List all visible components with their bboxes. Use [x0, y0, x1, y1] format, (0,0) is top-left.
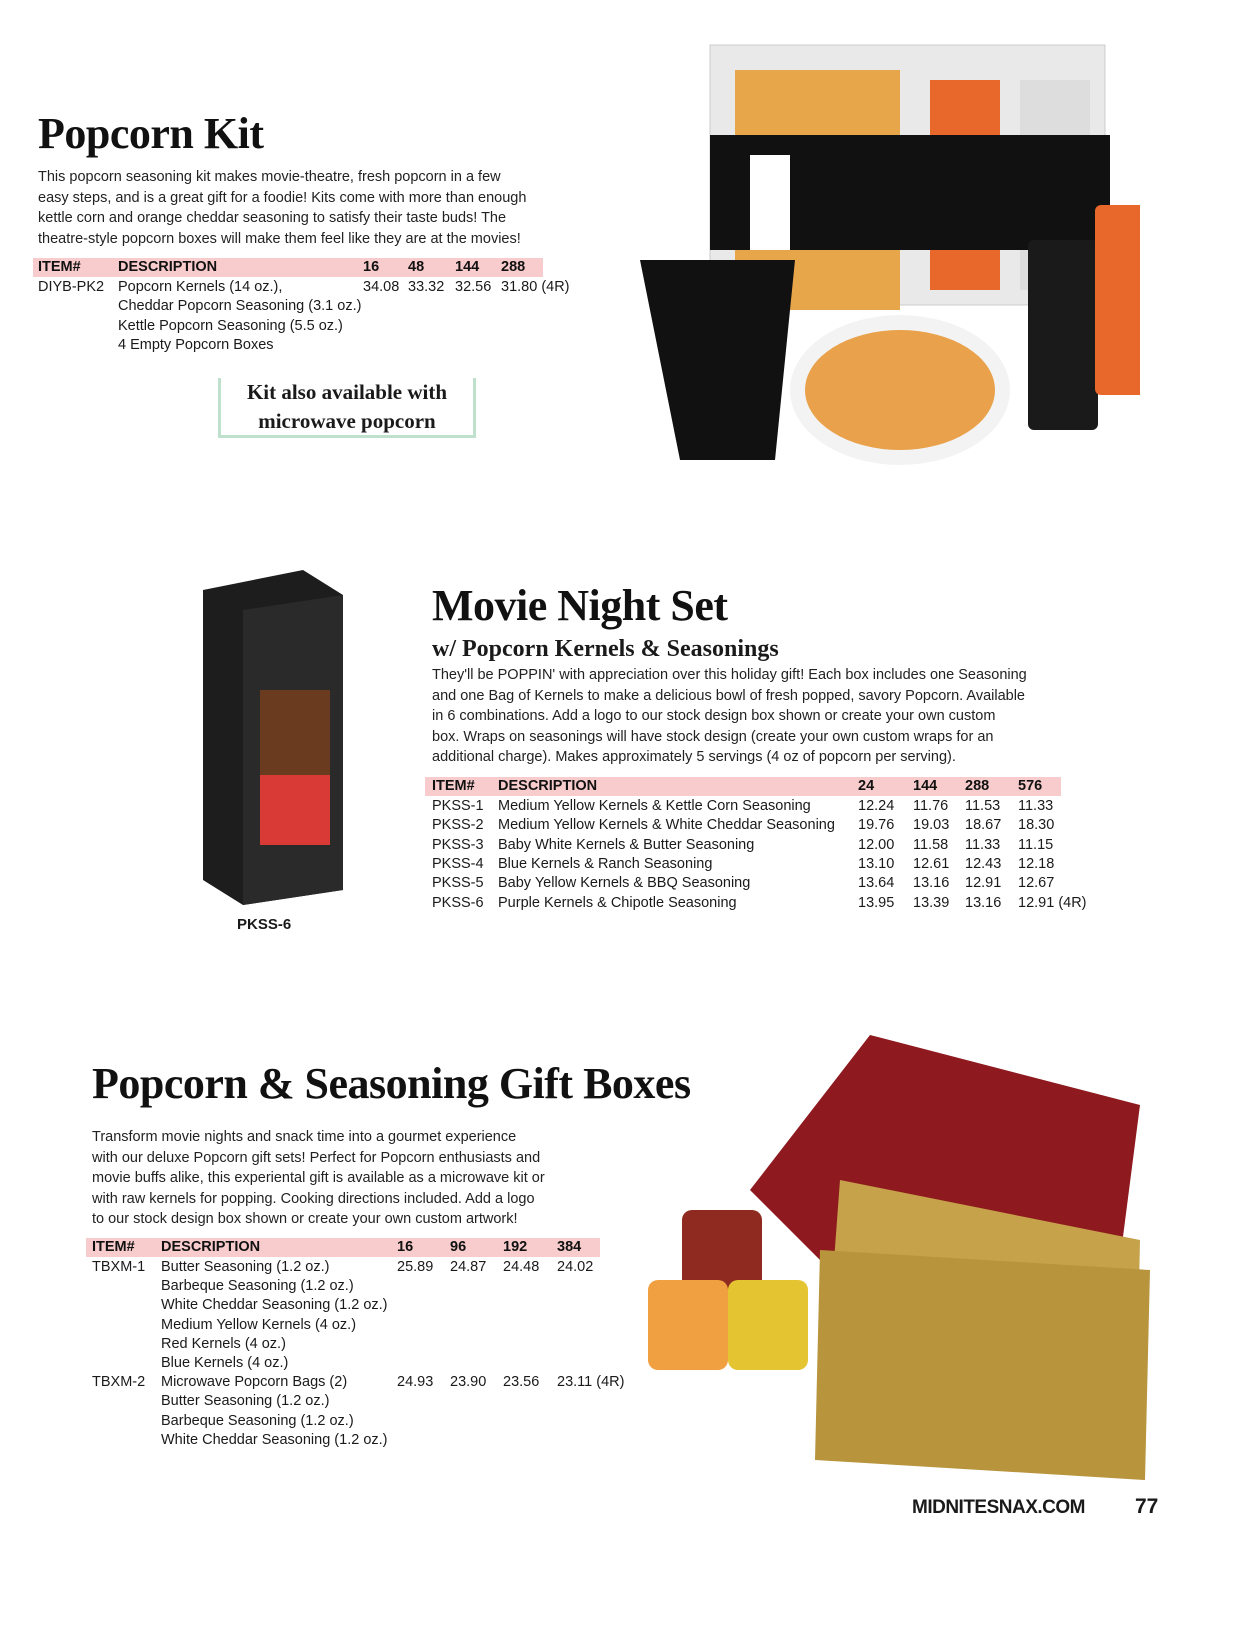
callout-line: microwave popcorn: [258, 409, 436, 433]
pkss-6-box-image: [198, 570, 348, 910]
price-cell: 23.90: [450, 1374, 487, 1391]
item-description: Red Kernels (4 oz.): [161, 1335, 286, 1352]
column-header: 288: [965, 778, 990, 794]
price-cell: 19.76: [858, 817, 895, 834]
column-header: DESCRIPTION: [118, 259, 218, 275]
price-cell: 12.24: [858, 798, 895, 814]
item-description: Medium Yellow Kernels & White Cheddar Seasoning: [498, 817, 835, 834]
pkss-6-label: PKSS-6: [237, 916, 292, 933]
column-header: ITEM#: [38, 259, 81, 275]
item-description: Baby Yellow Kernels & BBQ Seasoning: [498, 875, 751, 892]
item-number: PKSS-2: [432, 817, 484, 834]
price-cell: 13.39: [913, 894, 950, 911]
desc-line: easy steps, and is a great gift for a foodie! Kits come with more than enough: [38, 189, 527, 206]
movie-night-title: Movie Night Set: [432, 581, 728, 630]
price-cell: 13.16: [965, 894, 1002, 911]
item-description: Butter Seasoning (1.2 oz.): [161, 1259, 330, 1275]
price-cell: 12.67: [1018, 875, 1055, 892]
column-header: 16: [397, 1239, 414, 1255]
price-cell: 12.61: [913, 855, 950, 872]
page-number: 77: [1135, 1495, 1159, 1518]
kit-description: [38, 167, 526, 249]
column-header: 576: [1018, 778, 1043, 794]
price-cell: 34.08: [363, 279, 400, 295]
column-header: 144: [913, 778, 938, 794]
item-description: Blue Kernels (4 oz.): [161, 1355, 289, 1371]
movie-night-subtitle: w/ Popcorn Kernels & Seasonings: [432, 636, 779, 662]
item-description: Microwave Popcorn Bags (2): [161, 1374, 348, 1391]
footer-site: MIDNITESNAX.COM: [912, 1497, 1085, 1518]
price-cell: 12.00: [858, 836, 895, 853]
item-number: PKSS-6: [432, 894, 484, 911]
price-cell: 25.89: [397, 1259, 434, 1275]
price-cell: 12.91 (4R): [1018, 894, 1087, 911]
column-header: ITEM#: [432, 778, 475, 794]
desc-line: in 6 combinations. Add a logo to our stock design box shown or create your own custom: [432, 708, 996, 724]
price-cell: 23.11 (4R): [557, 1374, 625, 1391]
price-cell: 13.16: [913, 875, 950, 892]
price-cell: 19.03: [913, 817, 950, 834]
column-header: 144: [455, 259, 480, 275]
price-cell: 11.33: [965, 836, 1001, 853]
item-description: Barbeque Seasoning (1.2 oz.): [161, 1412, 354, 1429]
desc-line: This popcorn seasoning kit makes movie-theatre, fresh popcorn in a few: [38, 169, 501, 185]
column-header: 48: [408, 259, 425, 275]
item-description: White Cheddar Seasoning (1.2 oz.): [161, 1297, 388, 1314]
column-header: DESCRIPTION: [498, 778, 598, 794]
desc-line: Transform movie nights and snack time into a gourmet experience: [92, 1129, 517, 1145]
desc-line: box. Wraps on seasonings will have stock design (create your own custom wraps for an: [432, 728, 994, 745]
price-cell: 11.53: [965, 798, 1001, 814]
item-number: TBXM-1: [92, 1259, 146, 1275]
price-cell: 11.76: [913, 798, 949, 814]
price-cell: 32.56: [455, 279, 492, 295]
desc-line: kettle corn and orange cheddar seasoning to satisfy their taste buds! The: [38, 210, 507, 226]
desc-line: to our stock design box shown or create your own custom artwork!: [92, 1211, 518, 1227]
price-cell: 24.02: [557, 1259, 594, 1275]
item-number: TBXM-2: [92, 1374, 146, 1391]
item-description: Cheddar Popcorn Seasoning (3.1 oz.): [118, 298, 362, 315]
price-cell: 18.67: [965, 817, 1002, 834]
desc-line: additional charge). Makes approximately 5 servings (4 oz of popcorn per serving).: [432, 749, 956, 765]
price-cell: 31.80 (4R): [501, 279, 570, 295]
item-number: PKSS-4: [432, 855, 484, 872]
gift-box-image: [640, 1030, 1160, 1480]
price-cell: 13.95: [858, 894, 895, 911]
item-description: Kettle Popcorn Seasoning (5.5 oz.): [118, 317, 343, 334]
item-description: Butter Seasoning (1.2 oz.): [161, 1393, 330, 1410]
item-description: Baby White Kernels & Butter Seasoning: [498, 836, 755, 853]
item-number: DIYB-PK2: [38, 279, 105, 295]
popcorn-kit-image: [640, 40, 1140, 470]
column-header: 16: [363, 259, 380, 275]
item-number: PKSS-1: [432, 798, 484, 814]
price-cell: 12.91: [965, 875, 1002, 892]
item-description: Barbeque Seasoning (1.2 oz.): [161, 1278, 354, 1295]
desc-line: and one Bag of Kernels to make a delicious bowl of fresh popped, savory Popcorn. Available: [432, 687, 1025, 704]
column-header: 192: [503, 1239, 528, 1255]
price-cell: 24.87: [450, 1259, 487, 1275]
desc-line: with raw kernels for popping. Cooking directions included. Add a logo: [92, 1190, 535, 1207]
gift-description: [92, 1127, 545, 1230]
price-cell: 11.33: [1018, 798, 1054, 814]
price-cell: 18.30: [1018, 817, 1055, 834]
item-description: 4 Empty Popcorn Boxes: [118, 336, 274, 353]
column-header: 288: [501, 259, 526, 275]
item-description: Medium Yellow Kernels (4 oz.): [161, 1316, 357, 1333]
item-number: PKSS-5: [432, 875, 484, 892]
price-cell: 11.58: [913, 836, 949, 853]
gift-boxes-title: Popcorn & Seasoning Gift Boxes: [92, 1059, 691, 1108]
item-description: Blue Kernels & Ranch Seasoning: [498, 855, 713, 872]
item-description: White Cheddar Seasoning (1.2 oz.): [161, 1431, 388, 1448]
price-cell: 12.43: [965, 855, 1002, 872]
price-cell: 12.18: [1018, 855, 1055, 872]
price-cell: 23.56: [503, 1374, 540, 1391]
column-header: 384: [557, 1239, 582, 1255]
desc-line: theatre-style popcorn boxes will make them feel like they are at the movies!: [38, 230, 521, 247]
desc-line: They'll be POPPIN' with appreciation over this holiday gift! Each box includes one Seasoning: [432, 667, 1027, 683]
price-cell: 24.93: [397, 1374, 434, 1391]
item-number: PKSS-3: [432, 836, 484, 853]
price-cell: 13.10: [858, 855, 895, 872]
price-cell: 24.48: [503, 1259, 540, 1275]
microwave-callout: [218, 378, 476, 438]
item-description: Popcorn Kernels (14 oz.),: [118, 279, 283, 295]
price-cell: 11.15: [1018, 836, 1054, 853]
item-description: Medium Yellow Kernels & Kettle Corn Seasoning: [498, 798, 811, 814]
movie-description: [432, 665, 1027, 768]
desc-line: movie buffs alike, this experiental gift is available as a microwave kit or: [92, 1170, 545, 1186]
callout-line: Kit also available with: [246, 380, 448, 404]
desc-line: with our deluxe Popcorn gift sets! Perfect for Popcorn enthusiasts and: [92, 1149, 541, 1166]
item-description: Purple Kernels & Chipotle Seasoning: [498, 894, 737, 911]
column-header: 96: [450, 1239, 467, 1255]
column-header: DESCRIPTION: [161, 1239, 261, 1255]
price-cell: 13.64: [858, 875, 895, 892]
price-cell: 33.32: [408, 279, 445, 295]
kit-title: Popcorn Kit: [38, 109, 264, 158]
column-header: ITEM#: [92, 1239, 135, 1255]
column-header: 24: [858, 778, 875, 794]
